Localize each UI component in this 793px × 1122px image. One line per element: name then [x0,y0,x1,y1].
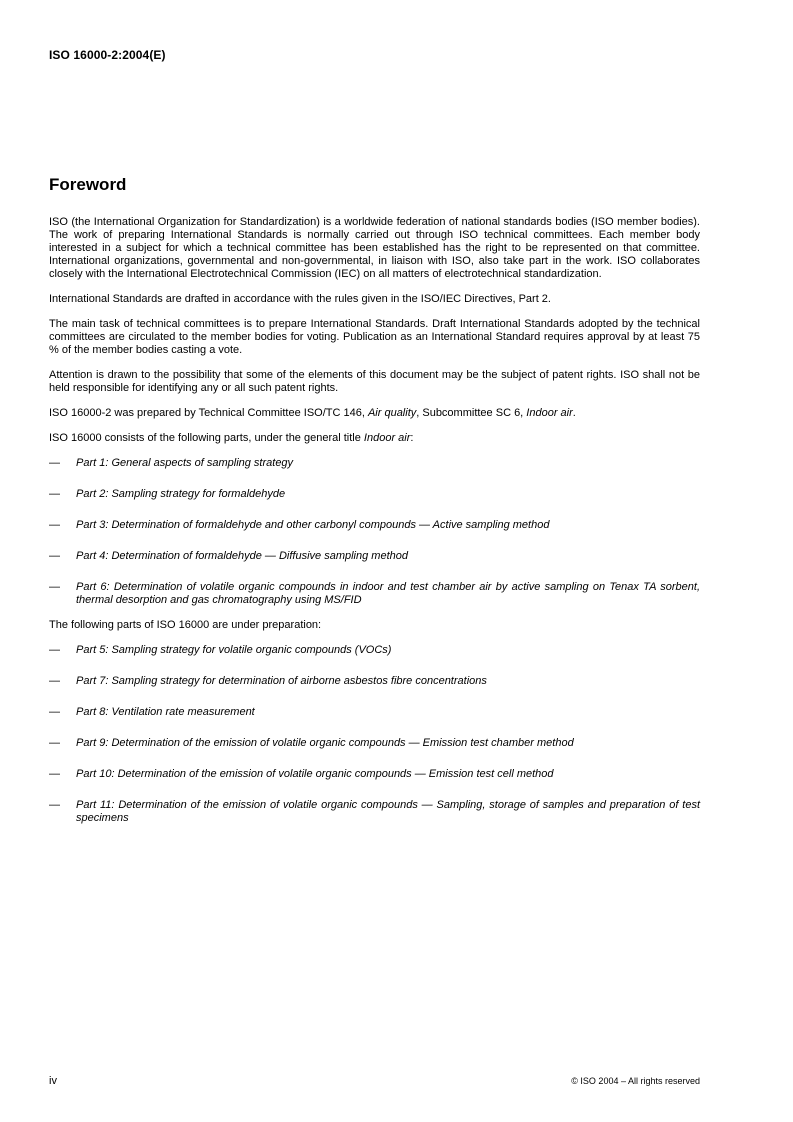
list-item [49,488,700,501]
part-title: Part 8: Ventilation rate measurement [76,706,255,718]
paragraph-prepared-by [49,407,700,420]
prepared-by-indoor-air: Indoor air [526,407,573,419]
parts-intro-text-2: : [410,432,414,444]
list-dash: — [49,737,60,749]
part-title: Part 2: Sampling strategy for formaldehyde [76,488,286,500]
part-title: Part 11: Determination of the emission of volatile organic compounds — Sampling, storage of samples and preparation of test specimens [76,799,700,824]
part-title: Part 5: Sampling strategy for volatile organic compounds (VOCs) [76,644,392,656]
part-title: Part 3: Determination of formaldehyde and other carbonyl compounds — Active sampling method [76,519,550,531]
list-item [49,550,700,563]
copyright-notice: © ISO 2004 – All rights reserved [571,1076,700,1086]
paragraph-patent-rights: Attention is drawn to the possibility that some of the elements of this document may be the subject of patent rights. ISO shall not be held responsible for identifying any or all such patent rights. [49,369,700,394]
list-item [49,644,700,657]
list-dash: — [49,519,60,531]
paragraph-iso-intro: ISO (the International Organization for Standardization) is a worldwide federation of national standards bodies (ISO member bodies). The work of preparing International Standards is normally carried out through ISO technical committees. Each member body interested in a subject for which a technical committee has been established has the right to be represented on that committee. International organizations, governmental and non-governmental, in liaison with ISO, also take part in the work. ISO collaborates closely with the International Electrotechnical Commission (IEC) on all matters of electrotechnical standardization. [49,216,700,280]
list-dash: — [49,768,60,780]
part-title: Part 10: Determination of the emission of volatile organic compounds — Emission test cell method [76,768,554,780]
prepared-by-text-3: . [572,407,576,419]
list-item [49,768,700,781]
paragraph-directives: International Standards are drafted in accordance with the rules given in the ISO/IEC Directives, Part 2. [49,293,551,305]
parts-in-preparation-list [49,644,700,825]
list-dash: — [49,799,60,811]
list-item [49,706,700,719]
list-item [49,675,700,688]
list-item [49,581,700,607]
part-title: Part 7: Sampling strategy for determination of airborne asbestos fibre concentrations [76,675,487,687]
foreword-section [49,174,700,837]
part-title: Part 6: Determination of volatile organic compounds in indoor and test chamber air by active sampling on Tenax TA sorbent, thermal desorption and gas chromatography using MS/FID [76,581,700,606]
part-title: Part 1: General aspects of sampling strategy [76,457,294,469]
list-dash: — [49,644,60,656]
list-dash: — [49,706,60,718]
list-dash: — [49,457,60,469]
list-item [49,737,700,750]
list-dash: — [49,488,60,500]
document-identifier: ISO 16000-2:2004(E) [49,48,166,62]
list-item [49,799,700,825]
parts-intro-indoor-air: Indoor air [363,432,411,444]
parts-intro-text-1: ISO 16000 consists of the following parts, under the general title [49,432,364,444]
list-dash: — [49,581,60,593]
list-item [49,519,700,532]
part-title: Part 9: Determination of the emission of volatile organic compounds — Emission test chamber method [76,737,574,749]
foreword-title: Foreword [49,175,127,194]
prepared-by-air-quality: Air quality [367,407,417,419]
prepared-by-text-1: ISO 16000-2 was prepared by Technical Committee ISO/TC 146, [49,407,368,419]
part-title: Part 4: Determination of formaldehyde — Diffusive sampling method [76,550,408,562]
prepared-by-text-2: , Subcommittee SC 6, [416,407,527,419]
published-parts-list [49,457,700,607]
list-item [49,457,700,470]
page-number: iv [49,1075,57,1087]
paragraph-committee-task: The main task of technical committees is to prepare International Standards. Draft International Standards adopted by the technical committees are circulated to the member bodies for voting. Publication as an International Standard requires approval by at least 75 % of the member bodies casting a vote. [49,318,700,356]
list-dash: — [49,675,60,687]
paragraph-under-preparation: The following parts of ISO 16000 are under preparation: [49,619,322,631]
list-dash: — [49,550,60,562]
paragraph-parts-intro [49,432,700,445]
